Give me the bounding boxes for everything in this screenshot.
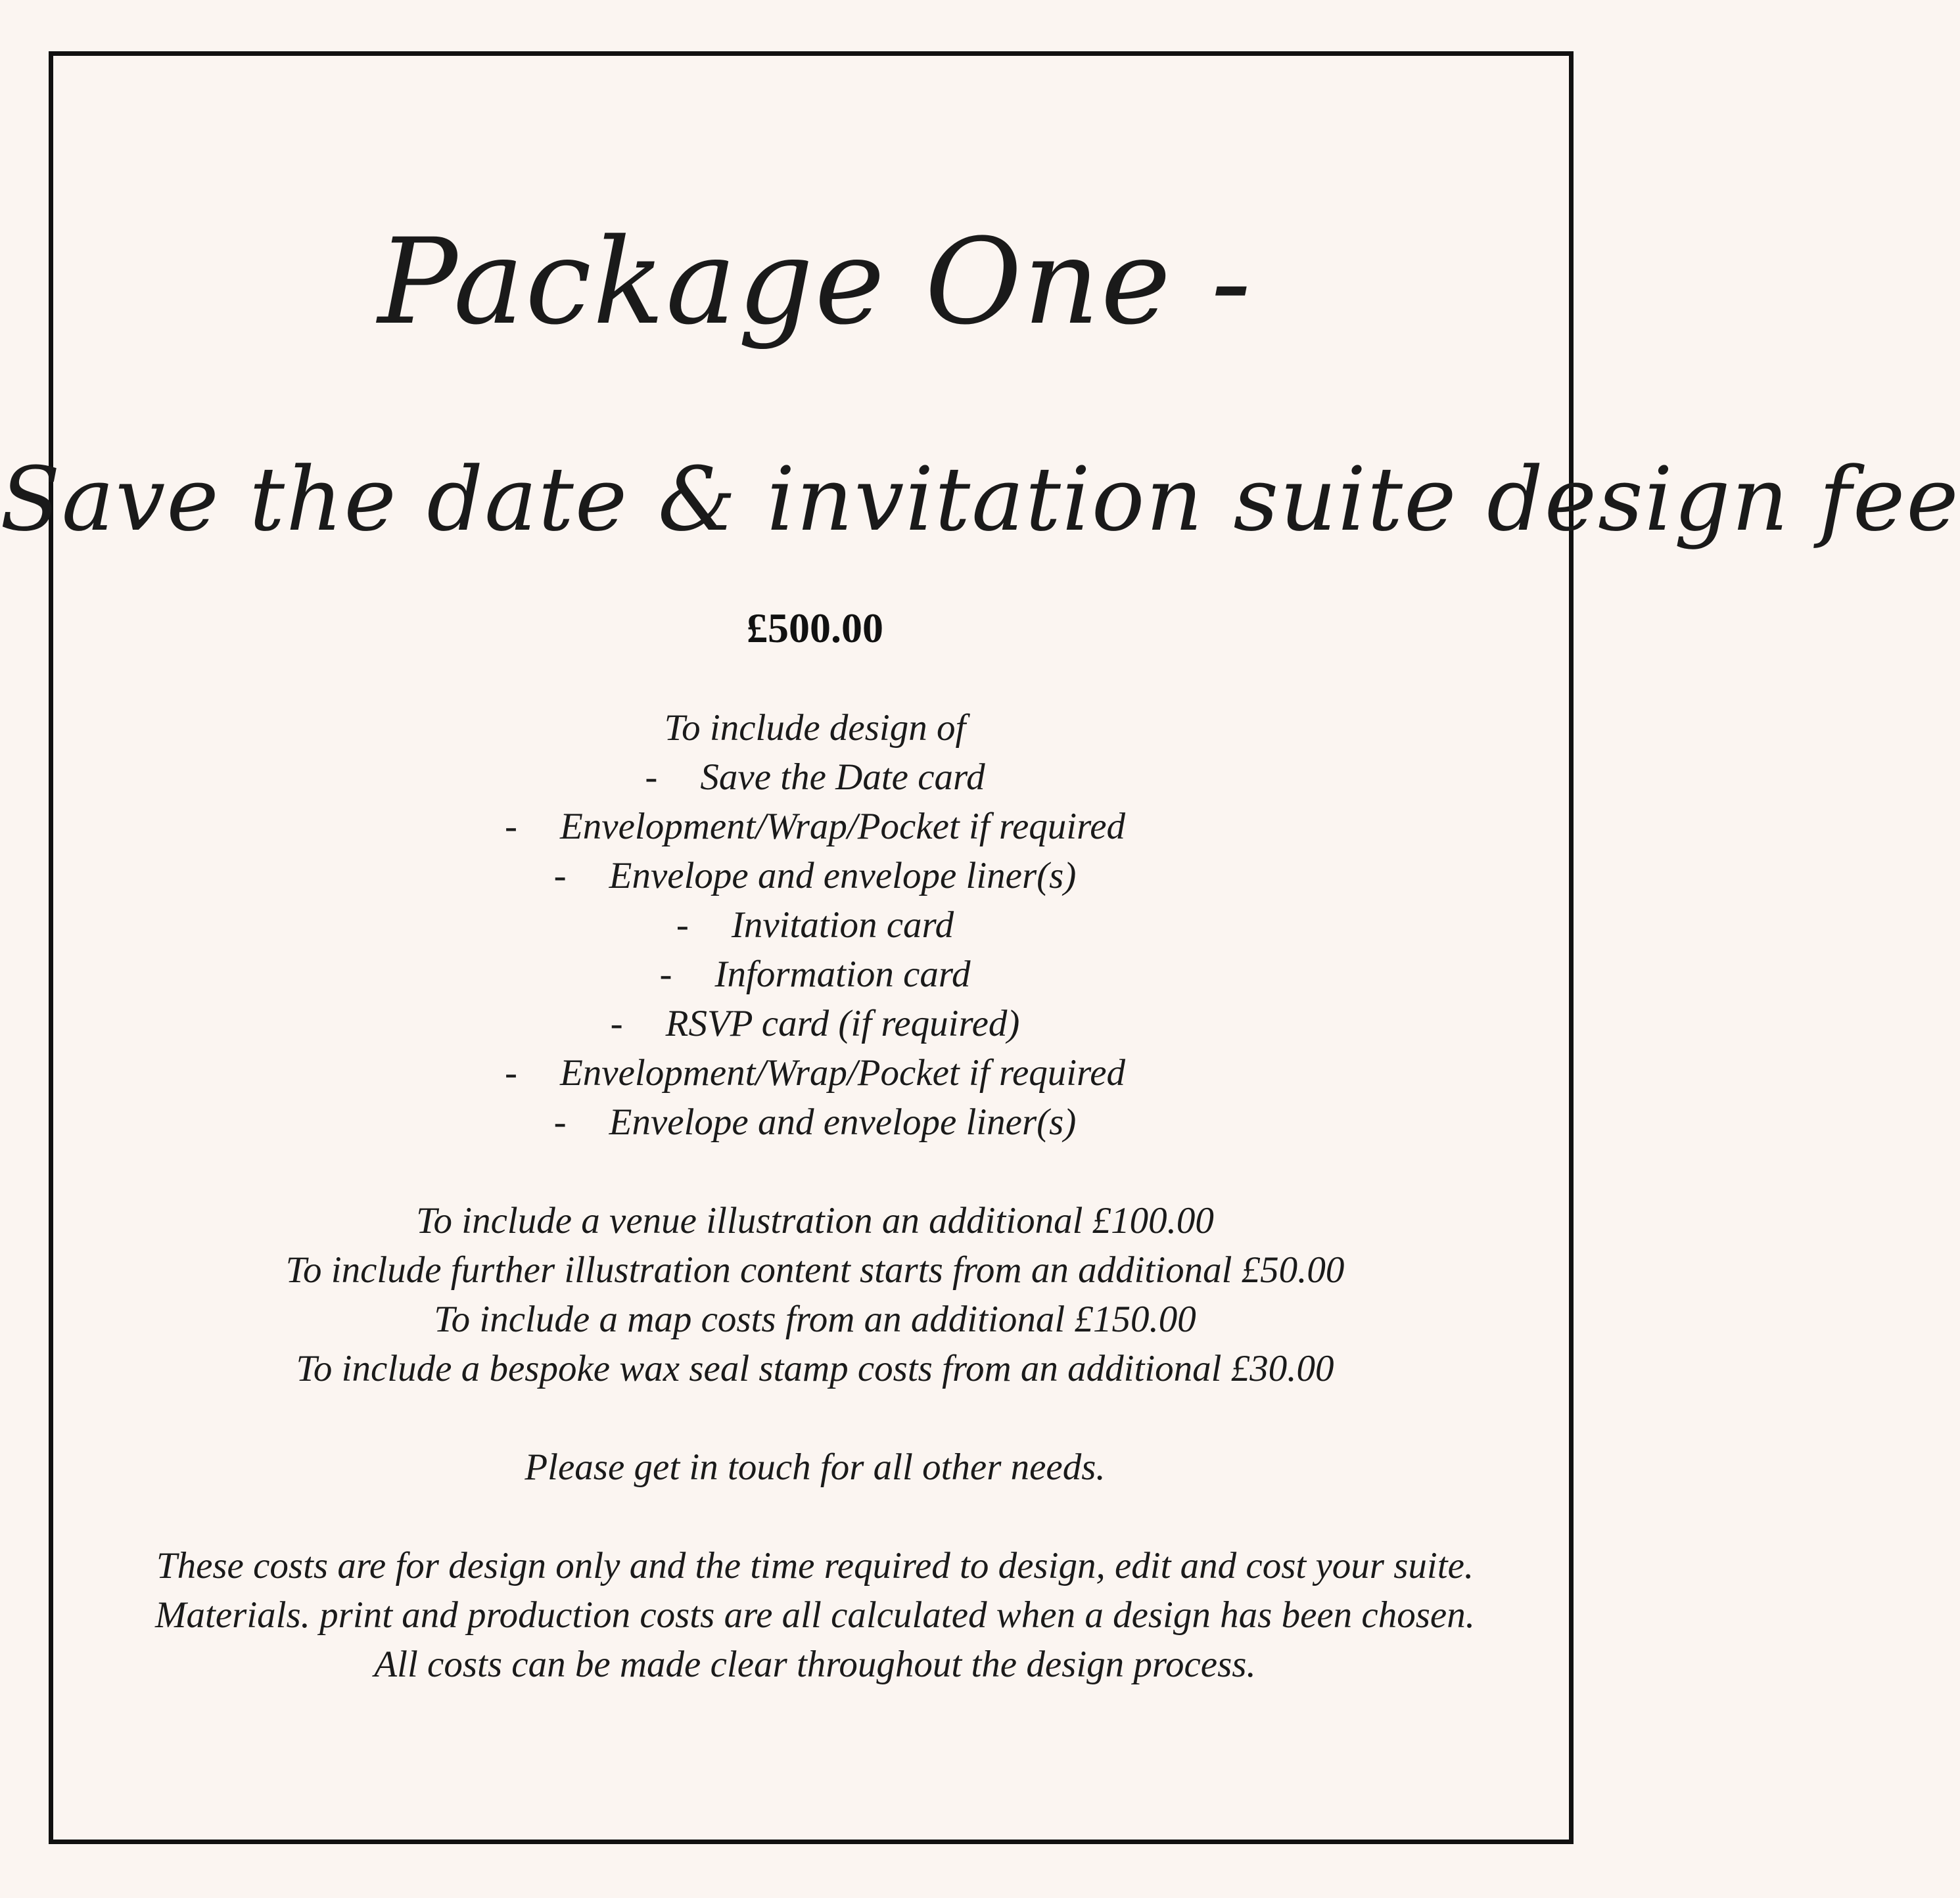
package-title: Package One - (377, 214, 1253, 351)
list-bullet: - (553, 1101, 567, 1143)
contact-line: Please get in touch for all other needs. (525, 1447, 1106, 1488)
addon-line: To include a map costs from an additional £150.00 (434, 1299, 1196, 1340)
addon-line: To include a bespoke wax seal stamp costs from an additional £30.00 (296, 1348, 1334, 1389)
list-item (0, 950, 1630, 999)
list-item-label: Envelope and envelope liner(s) (609, 1101, 1077, 1143)
cost-notes (0, 1541, 1630, 1689)
list-bullet: - (553, 855, 567, 896)
list-item-label: RSVP card (if required) (665, 1003, 1020, 1044)
includes-intro: To include design of (664, 707, 966, 749)
list-bullet: - (676, 904, 689, 946)
addon-line: To include a venue illustration an additional £100.00 (416, 1200, 1214, 1241)
list-item (0, 1048, 1630, 1098)
list-item (0, 1098, 1630, 1147)
note-line: All costs can be made clear throughout the design process. (374, 1644, 1256, 1685)
contact-note (0, 1443, 1630, 1492)
list-item-label: Invitation card (731, 904, 954, 946)
list-item (0, 752, 1630, 802)
list-item-label: Information card (714, 954, 971, 995)
list-item-label: Envelopment/Wrap/Pocket if required (559, 806, 1126, 847)
list-bullet: - (504, 1052, 517, 1094)
list-bullet: - (610, 1003, 623, 1044)
includes-list (0, 703, 1630, 1147)
list-item (0, 900, 1630, 950)
list-item-label: Envelopment/Wrap/Pocket if required (559, 1052, 1126, 1094)
package-subtitle: Save the date & invitation suite design fee (0, 448, 1960, 551)
list-item (0, 999, 1630, 1048)
list-bullet: - (504, 806, 517, 847)
list-item-label: Save the Date card (700, 756, 985, 798)
list-item (0, 851, 1630, 900)
list-bullet: - (659, 954, 672, 995)
list-item-label: Envelope and envelope liner(s) (609, 855, 1077, 896)
package-price: £500.00 (747, 605, 883, 651)
addons-list (0, 1196, 1630, 1393)
note-line: These costs are for design only and the time required to design, edit and cost your suite. (156, 1545, 1474, 1586)
addon-line: To include further illustration content starts from an additional £50.00 (285, 1249, 1345, 1291)
note-line: Materials. print and production costs are all calculated when a design has been chosen. (155, 1594, 1475, 1636)
list-item (0, 802, 1630, 851)
list-bullet: - (645, 756, 658, 798)
